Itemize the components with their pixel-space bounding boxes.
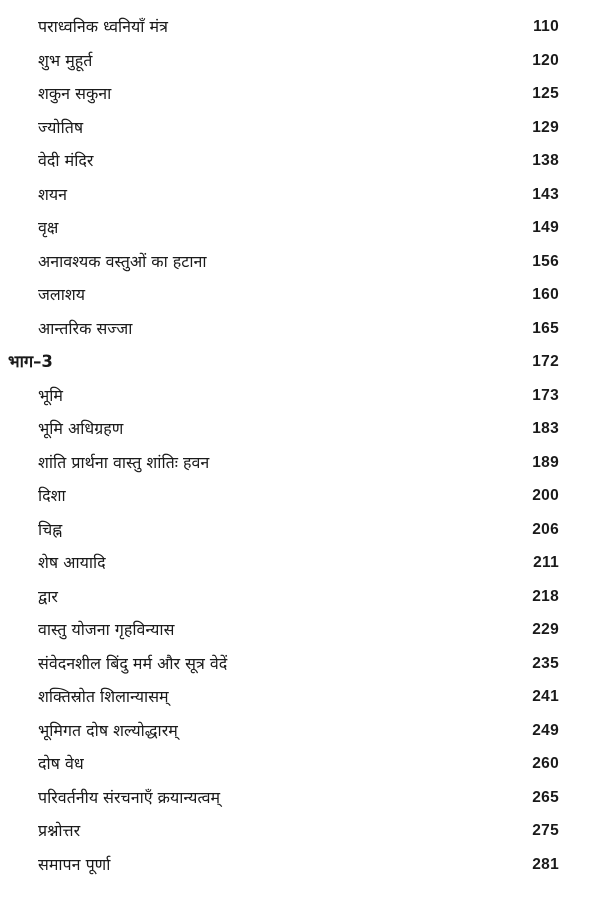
toc-entry — [0, 178, 600, 212]
toc-entry-page: 156 — [532, 252, 559, 270]
toc-entry-page: 110 — [533, 18, 559, 35]
toc-entry-title: भूमि अधिग्रहण — [38, 419, 124, 438]
toc-entry — [0, 211, 600, 245]
toc-entry-title: वास्तु योजना गृहविन्यास — [38, 620, 175, 639]
toc-entry — [0, 245, 600, 279]
toc-entry — [0, 111, 600, 145]
toc-entry-title: संवेदनशील बिंदु मर्म और सूत्र वेदें — [38, 653, 228, 673]
toc-entry-page: 172 — [532, 353, 559, 370]
toc-entry — [0, 613, 600, 647]
toc-entry-title: प्रश्नोत्तर — [38, 821, 81, 840]
toc-entry — [0, 278, 600, 312]
toc-entry-page: 138 — [532, 152, 559, 169]
toc-entry-page: 235 — [532, 654, 559, 672]
toc-entry-title: चिह्न — [38, 519, 63, 539]
part-title: भाग–3 — [8, 352, 53, 371]
toc-entry-title: शेष आयादि — [38, 553, 106, 572]
toc-entry — [0, 379, 600, 413]
toc-entry-page: 275 — [532, 822, 559, 839]
toc-entry-page: 249 — [532, 721, 559, 739]
toc-entry-title: द्वार — [38, 586, 58, 606]
toc-entry-title: शयन — [38, 184, 68, 204]
toc-entry-page: 211 — [533, 554, 559, 571]
toc-entry-page: 265 — [532, 788, 559, 806]
toc-entry — [0, 446, 600, 480]
toc-entry-title: भूमिगत दोष शल्योद्धारम् — [38, 720, 178, 740]
toc-entry — [0, 714, 600, 748]
toc-entry-page: 206 — [532, 520, 559, 538]
toc-entry-title: भूमि — [38, 385, 63, 405]
toc-entry — [0, 647, 600, 681]
toc-entry-page: 200 — [532, 487, 559, 504]
toc-entry — [0, 848, 600, 882]
toc-entry — [0, 77, 600, 111]
toc-entry-page: 241 — [532, 688, 559, 705]
toc-entry-page: 149 — [532, 219, 559, 236]
toc-entry-title: शकुन सकुना — [38, 84, 112, 103]
toc-entry-page: 189 — [532, 453, 559, 471]
toc-entry-title: वृक्ष — [38, 218, 59, 237]
toc-entry-title: पराध्वनिक ध्वनियाँ मंत्र — [38, 17, 168, 36]
toc-entry-title: समापन पूर्णा — [38, 854, 111, 874]
toc-entry-title: दोष वेध — [38, 754, 84, 773]
toc-entry-title: दिशा — [38, 486, 66, 505]
toc-entry-title: अनावश्यक वस्तुओं का हटाना — [38, 251, 207, 271]
toc-entry — [0, 781, 600, 815]
toc-entry — [0, 44, 600, 78]
toc-entry-title: शांति प्रार्थना वास्तु शांतिः हवन — [38, 452, 210, 472]
toc-entry — [0, 546, 600, 580]
table-of-contents — [0, 10, 600, 881]
toc-entry-title: ज्योतिष — [38, 117, 84, 137]
toc-entry-page: 165 — [532, 319, 559, 337]
toc-entry — [0, 10, 600, 44]
toc-entry-title: शक्तिस्रोत शिलान्यासम् — [38, 687, 169, 706]
toc-entry — [0, 412, 600, 446]
toc-entry-title: जलाशय — [38, 285, 86, 304]
toc-entry — [0, 747, 600, 781]
toc-entry-page: 173 — [532, 386, 559, 404]
toc-entry — [0, 479, 600, 513]
toc-entry-page: 229 — [532, 621, 559, 638]
toc-entry-page: 260 — [532, 755, 559, 772]
toc-entry — [0, 680, 600, 714]
toc-entry — [0, 814, 600, 848]
toc-entry-page: 129 — [532, 118, 559, 136]
toc-entry-page: 183 — [532, 420, 559, 437]
toc-entry-page: 281 — [532, 855, 559, 873]
toc-entry-title: वेदी मंदिर — [38, 151, 94, 170]
toc-part-heading — [0, 345, 600, 379]
toc-entry — [0, 312, 600, 346]
toc-entry-page: 160 — [532, 286, 559, 303]
toc-entry-page: 143 — [532, 185, 559, 203]
toc-entry — [0, 513, 600, 547]
toc-entry-page: 125 — [532, 85, 559, 102]
toc-entry — [0, 144, 600, 178]
toc-entry-title: शुभ मुहूर्त — [38, 50, 93, 70]
toc-entry-page: 120 — [532, 51, 559, 69]
toc-entry-title: परिवर्तनीय संरचनाएँ क्रयान्यत्वम् — [38, 787, 221, 807]
toc-entry — [0, 580, 600, 614]
toc-entry-title: आन्तरिक सज्जा — [38, 318, 133, 338]
toc-entry-page: 218 — [532, 587, 559, 605]
